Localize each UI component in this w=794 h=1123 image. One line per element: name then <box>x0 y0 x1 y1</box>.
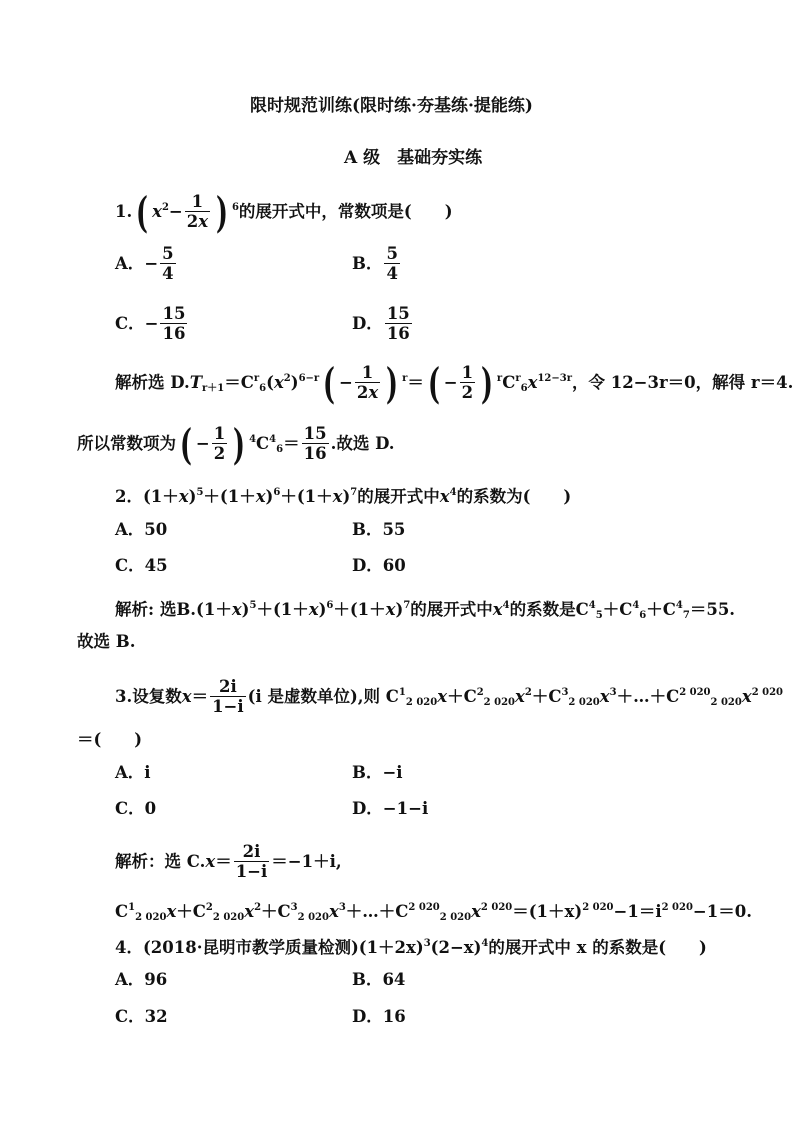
option-b: B．55 <box>352 520 406 539</box>
option-d: D． $\frac{15}{16}$ <box>352 304 410 343</box>
question-3-stem: 3.设复数x＝ $\frac{2i}{1-i}$ (i 是虚数单位),则 $C^1_{2 020}x+C^2_{2 020}x^2+C^3_{2 020}x^3+\dots+C^{2 020}_{2 020}x^{2 020}$ <box>115 677 784 716</box>
fraction: $\frac{1}{2x}$ <box>186 192 209 231</box>
question-number: 1. <box>115 202 133 221</box>
question-4-stem: 4．(2018·昆明市教学质量检测)$(1+2x)^3(2-x)^4$的展开式中 x 的系数是( ) <box>115 938 707 957</box>
question-3-solution: 解析：选 C.x＝ $\frac{2i}{1-i}$ ＝−1＋i, <box>115 842 342 881</box>
option-a: A．− $\frac{5}{4}$ <box>115 244 174 283</box>
option-d: D．60 <box>352 556 406 575</box>
option-d: D．−1−i <box>352 799 429 818</box>
left-paren: ( <box>136 187 149 237</box>
option-c: C．− $\frac{15}{16}$ <box>115 304 186 343</box>
option-a: A．i <box>115 763 151 782</box>
question-1-solution-cont: 所以常数项为( − $\frac{1}{2}$ ) $^4C^4_6=$ $\frac{15}{16}$ .故选 D. <box>77 419 395 469</box>
option-a: A．50 <box>115 520 168 539</box>
option-a: A．96 <box>115 970 168 989</box>
question-2-stem: 2．$(1+x)^5+(1+x)^6+(1+x)^7$的展开式中$x^4$的系数为( ) <box>115 487 572 506</box>
question-2-solution-cont: 故选 B. <box>77 632 136 651</box>
option-c: C．0 <box>115 799 157 818</box>
option-d: D．16 <box>352 1007 406 1026</box>
question-1-tail: 的展开式中，常数项是( ) <box>238 202 453 221</box>
question-1-stem: 1.( $x^2-$ $\frac{1}{2x}$ ) $^6$的展开式中，常数项是( ) <box>115 187 453 237</box>
section-heading: A 级 基础夯实练 <box>344 148 483 168</box>
question-1-solution: 解析选 $D.T_{r+1}=C^r_6(x^2)^{6-r}$( − $\frac{1}{2x}$ ) $^r$＝( − $\frac{1}{2}$ ) $^rC^r_6x^{12-3r}$，令 12−3r＝0，解得 r＝4. <box>115 358 794 408</box>
option-b: B． $\frac{5}{4}$ <box>352 244 398 283</box>
question-2-solution: 解析: 选$B.(1+x)^5+(1+x)^6+(1+x)^7$的展开式中$x^4$的系数是$C^4_5+C^4_6+C^4_7=55$. <box>115 600 736 621</box>
question-3-solution-cont: $C^1_{2 020}x+C^2_{2 020}x^2+C^3_{2 020}x^3+\dots+C^{2 020}_{2 020}x^{2 020}=(1+x)^{2 020}-1=i^{2 020}-1=0$. <box>115 902 752 923</box>
option-c: C．32 <box>115 1007 168 1026</box>
option-b: B．−i <box>352 763 403 782</box>
question-3-stem-cont: ＝( ) <box>77 730 143 749</box>
page-title: 限时规范训练(限时练·夯基练·提能练) <box>250 96 533 116</box>
option-c: C．45 <box>115 556 168 575</box>
option-b: B．64 <box>352 970 406 989</box>
right-paren: ) <box>216 187 228 237</box>
